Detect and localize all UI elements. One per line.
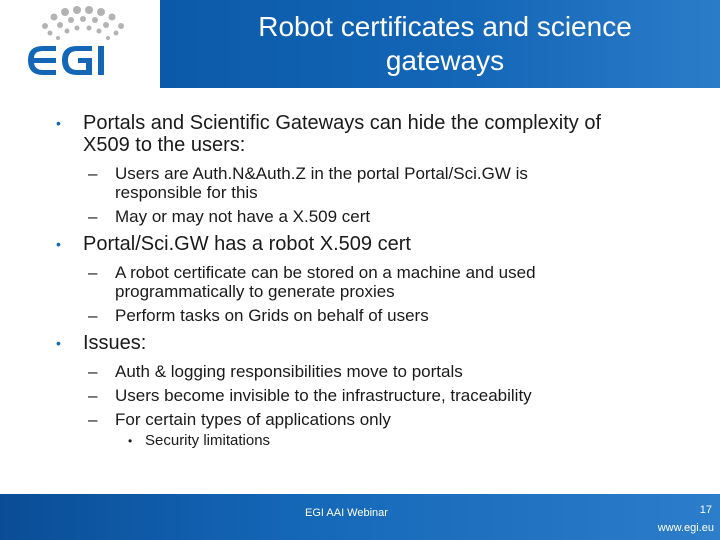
sub-bullet-item xyxy=(56,410,696,450)
sub-bullet-text-line-2: programmatically to generate proxies xyxy=(115,282,395,301)
slide-title xyxy=(230,10,660,78)
sub-bullet-text-line-1: A robot certificate can be stored on a machine and used xyxy=(115,263,536,282)
sub-bullet-text-line-1: May or may not have a X.509 cert xyxy=(115,207,371,226)
page-number: 17 xyxy=(699,504,712,516)
dash-icon: – xyxy=(88,386,98,405)
egi-logo xyxy=(10,2,160,82)
dash-icon: – xyxy=(88,362,98,381)
title-bar xyxy=(160,0,720,88)
dash-icon: – xyxy=(88,306,98,325)
slide-footer xyxy=(0,494,720,540)
sub-bullet-item xyxy=(56,362,696,381)
sub-bullet-text-line-1: Auth & logging responsibilities move to portals xyxy=(115,362,463,381)
sub-bullet-list xyxy=(56,263,696,325)
sub-bullet-text-line-2: responsible for this xyxy=(115,183,258,202)
sub-bullet-item xyxy=(56,207,696,226)
footer-title: EGI AAI Webinar xyxy=(305,507,388,519)
sub-bullet-list xyxy=(56,164,696,226)
bullet-text-line-1: Portals and Scientific Gateways can hide the complexity of xyxy=(83,112,602,134)
sub-sub-bullet-text: Security limitations xyxy=(145,432,271,449)
bullet-dot-icon: • xyxy=(56,335,61,351)
small-bullet-icon: • xyxy=(128,434,133,448)
bullet-dot-icon: • xyxy=(56,236,61,252)
dash-icon: – xyxy=(88,164,98,183)
footer-website: www.egi.eu xyxy=(657,522,714,534)
dash-icon: – xyxy=(88,207,98,226)
bullet-text-line-1: Portal/Sci.GW has a robot X.509 cert xyxy=(83,233,411,255)
bullet-item xyxy=(56,332,696,354)
sub-bullet-item xyxy=(56,263,696,301)
sub-sub-bullet-item xyxy=(56,432,696,450)
slide-title-line-1: Robot certificates and science xyxy=(258,11,632,42)
slide-body xyxy=(56,112,696,457)
bullet-dot-icon: • xyxy=(56,115,61,131)
sub-bullet-item xyxy=(56,164,696,202)
bullet-item xyxy=(56,233,696,255)
slide-title-line-2: gateways xyxy=(385,45,505,76)
sub-bullet-item xyxy=(56,386,696,405)
bullet-text-line-1: Issues: xyxy=(83,332,147,354)
bullet-item xyxy=(56,112,696,156)
sub-bullet-text-line-1: For certain types of applications only xyxy=(115,410,391,429)
slide-header xyxy=(0,0,720,90)
sub-bullet-text-line-1: Perform tasks on Grids on behalf of users xyxy=(115,306,429,325)
sub-bullet-text-line-1: Users are Auth.N&Auth.Z in the portal Portal/Sci.GW is xyxy=(115,164,528,183)
dash-icon: – xyxy=(88,410,98,429)
sub-bullet-list xyxy=(56,362,696,450)
sub-bullet-text-line-1: Users become invisible to the infrastructure, traceability xyxy=(115,386,532,405)
bullet-text-line-2: X509 to the users: xyxy=(83,134,246,156)
dash-icon: – xyxy=(88,263,98,282)
sub-bullet-item xyxy=(56,306,696,325)
